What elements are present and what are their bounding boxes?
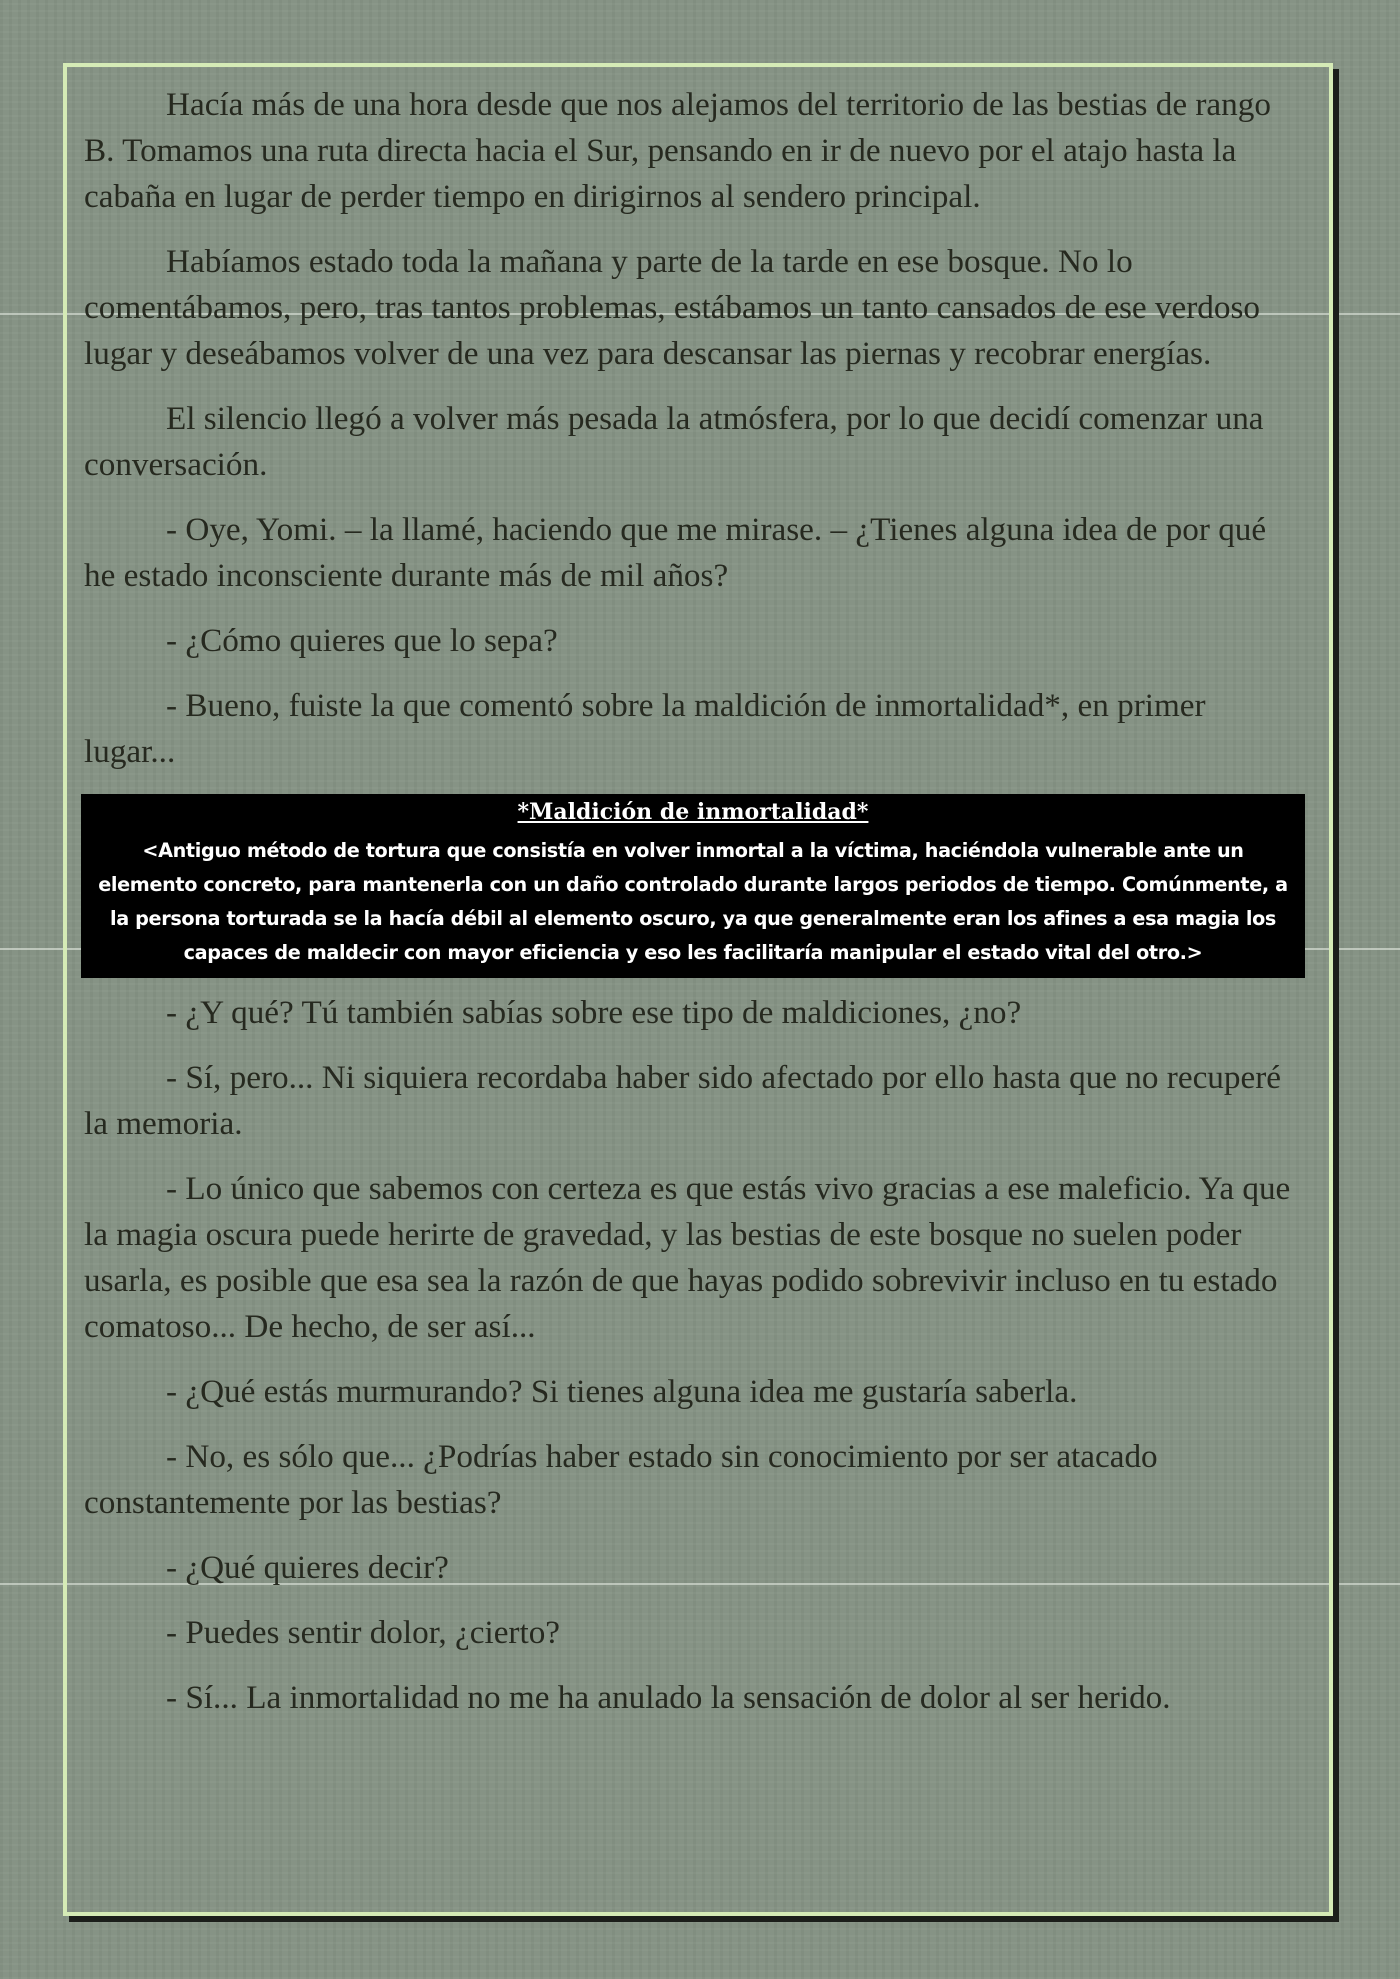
footnote-body: <Antiguo método de tortura que consistía en volver inmortal a la víctima, haciéndola vulnerable ante un elemento concreto, para mantenerla con un daño controlado durante largos periodos de tiempo. Comúnmente, a la persona torturada se la hacía débil al elemento oscuro, ya que generalmente eran los afines a esa magia los capaces de maldecir con mayor eficiencia y eso les facilitaría manipular el estado vital del otro.> [98,839,1288,964]
dialogue-line: - ¿Qué estás murmurando? Si tienes alguna idea me gustaría saberla. [166,1373,1078,1410]
footnote-title: *Maldición de inmortalidad* [517,799,869,825]
footnote-box [81,794,1305,978]
dialogue-line: - Bueno, fuiste la que comentó sobre la maldición de inmortalidad*, en primer lugar... [84,687,1206,770]
dialogue-line: - Sí, pero... Ni siquiera recordaba haber sido afectado por ello hasta que no recuperé la memoria. [84,1059,1282,1142]
document-body [84,82,1302,1740]
dialogue-line: - ¿Cómo quieres que lo sepa? [166,622,558,659]
dialogue-line: - Oye, Yomi. – la llamé, haciendo que me mirase. – ¿Tienes alguna idea de por qué he estado inconsciente durante más de mil años? [84,511,1267,594]
dialogue-line: - No, es sólo que... ¿Podrías haber estado sin conocimiento por ser atacado constantemente por las bestias? [84,1438,1158,1521]
dialogue-line: - ¿Qué quieres decir? [166,1549,449,1586]
dialogue-line: - Lo único que sabemos con certeza es que estás vivo gracias a ese maleficio. Ya que la magia oscura puede herirte de gravedad, y las bestias de este bosque no suelen poder usarla, es posible que esa sea la razón de que hayas podido sobrevivir incluso en tu estado comatoso... De hecho, de ser así... [84,1170,1291,1345]
dialogue-line: - Puedes sentir dolor, ¿cierto? [166,1614,561,1651]
paragraph: Habíamos estado toda la mañana y parte de la tarde en ese bosque. No lo comentábamos, pero, tras tantos problemas, estábamos un tanto cansados de ese verdoso lugar y deseábamos volver de una vez para descansar las piernas y recobrar energías. [84,243,1260,372]
dialogue-line: - Sí... La inmortalidad no me ha anulado la sensación de dolor al ser herido. [166,1679,1171,1716]
paragraph: Hacía más de una hora desde que nos alejamos del territorio de las bestias de rango B. Tomamos una ruta directa hacia el Sur, pensando en ir de nuevo por el atajo hasta la cabaña en lugar de perder tiempo en dirigirnos al sendero principal. [84,86,1271,215]
dialogue-line: - ¿Y qué? Tú también sabías sobre ese tipo de maldiciones, ¿no? [166,994,1022,1031]
paragraph: El silencio llegó a volver más pesada la atmósfera, por lo que decidí comenzar una conversación. [84,400,1264,483]
